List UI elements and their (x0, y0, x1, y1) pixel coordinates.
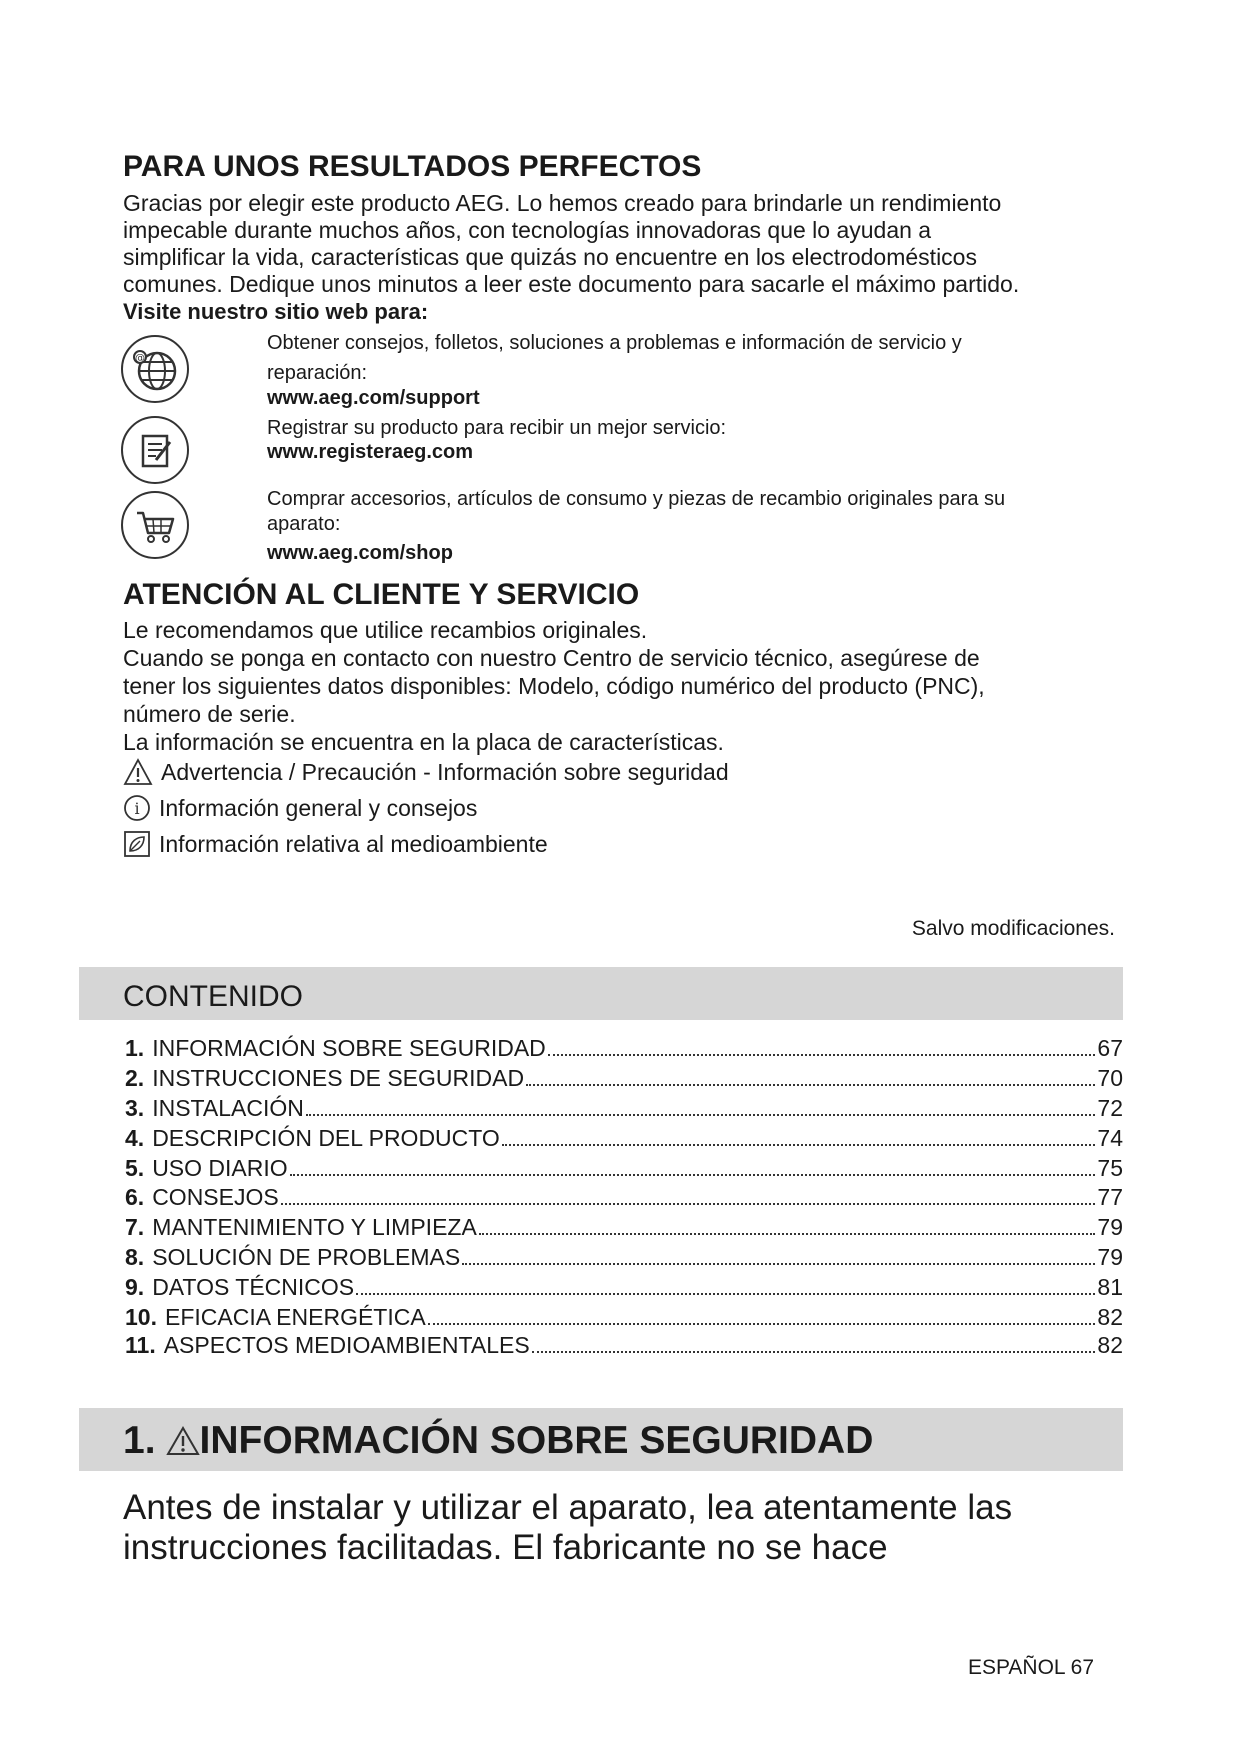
toc-page: 72 (1097, 1095, 1123, 1121)
customer-line-3: tener los siguientes datos disponibles: Modelo, código numérico del producto (PNC), (123, 673, 985, 699)
svg-text:@: @ (135, 353, 145, 364)
customer-line-4: número de serie. (123, 701, 296, 727)
toc-num: 5. (125, 1155, 145, 1181)
legend-warning (123, 758, 729, 786)
toc-label: SOLUCIÓN DE PROBLEMAS (152, 1244, 461, 1270)
cart-icon (121, 491, 189, 559)
toc-page: 67 (1097, 1035, 1123, 1061)
contents-title: CONTENIDO (123, 980, 303, 1013)
warning-icon (123, 758, 153, 786)
intro-line-2: impecable durante muchos años, con tecnologías innovadoras que lo ayudan a (123, 217, 932, 243)
legend-environment-text: Información relativa al medioambiente (159, 830, 548, 857)
toc-label: MANTENIMIENTO Y LIMPIEZA (152, 1214, 477, 1240)
toc-num: 9. (125, 1274, 145, 1300)
toc-item[interactable] (125, 1064, 1123, 1092)
visit-label: Visite nuestro sitio web para: (123, 299, 429, 324)
intro-line-4: comunes. Dedique unos minutos a leer este documento para sacarle el máximo partido. (123, 271, 1020, 297)
service-1-line1: Obtener consejos, folletos, soluciones a problemas e información de servicio y (267, 332, 962, 354)
section-title (123, 1419, 873, 1463)
toc-item[interactable] (125, 1303, 1123, 1331)
legend-info (123, 794, 477, 822)
globe-icon (121, 335, 189, 403)
toc-label: EFICACIA ENERGÉTICA (164, 1304, 426, 1330)
info-icon (123, 794, 151, 822)
service-3-url[interactable]: www.aeg.com/shop (267, 542, 453, 564)
section-title-text: INFORMACIÓN SOBRE SEGURIDAD (199, 1419, 874, 1462)
toc-num: 10. (125, 1304, 157, 1330)
toc-item[interactable] (125, 1034, 1123, 1062)
toc-num: 7. (125, 1214, 145, 1240)
legend-warning-text: Advertencia / Precaución - Información sobre seguridad (161, 758, 729, 785)
legend-environment (123, 830, 548, 858)
toc-item[interactable] (125, 1124, 1123, 1152)
toc-page: 75 (1097, 1155, 1123, 1181)
toc-label: DESCRIPCIÓN DEL PRODUCTO (152, 1125, 500, 1151)
toc-item[interactable] (125, 1183, 1123, 1211)
toc-label: INSTRUCCIONES DE SEGURIDAD (152, 1065, 525, 1091)
toc-num: 4. (125, 1125, 145, 1151)
page-footer: ESPAÑOL 67 (967, 1656, 1094, 1679)
toc-page: 82 (1097, 1304, 1123, 1330)
toc-num: 1. (125, 1035, 145, 1061)
toc-num: 3. (125, 1095, 145, 1121)
toc-item[interactable] (125, 1331, 1123, 1359)
toc-page: 77 (1097, 1184, 1123, 1210)
customer-line-1: Le recomendamos que utilice recambios originales. (123, 617, 648, 643)
toc-item[interactable] (125, 1273, 1123, 1301)
warning-icon (166, 1425, 200, 1457)
toc-page: 79 (1097, 1244, 1123, 1270)
section-intro-line-2: instrucciones facilitadas. El fabricante no se hace (123, 1528, 888, 1567)
section-number: 1. (123, 1419, 156, 1462)
toc-page: 74 (1097, 1125, 1123, 1151)
service-1-line2: reparación: (267, 362, 368, 384)
toc-label: INSTALACIÓN (152, 1095, 304, 1121)
section-intro-line-1: Antes de instalar y utilizar el aparato, lea atentamente las (123, 1488, 1013, 1527)
customer-title: ATENCIÓN AL CLIENTE Y SERVICIO (123, 578, 640, 611)
service-3-line1: Comprar accesorios, artículos de consumo y piezas de recambio originales para su (267, 488, 1006, 510)
legend-info-text: Información general y consejos (159, 794, 478, 821)
customer-line-2: Cuando se ponga en contacto con nuestro Centro de servicio técnico, asegúrese de (123, 645, 980, 671)
service-3-line2: aparato: (267, 513, 341, 535)
service-2-url[interactable]: www.registeraeg.com (267, 441, 473, 463)
toc-item[interactable] (125, 1094, 1123, 1122)
toc-item[interactable] (125, 1213, 1123, 1241)
intro-title: PARA UNOS RESULTADOS PERFECTOS (123, 150, 702, 183)
register-icon (121, 416, 189, 484)
leaf-icon (123, 830, 151, 858)
intro-line-1: Gracias por elegir este producto AEG. Lo hemos creado para brindarle un rendimiento (123, 190, 1002, 216)
toc-label: INFORMACIÓN SOBRE SEGURIDAD (152, 1035, 546, 1061)
service-1-url[interactable]: www.aeg.com/support (267, 387, 480, 409)
toc-label: DATOS TÉCNICOS (152, 1274, 355, 1300)
toc-item[interactable] (125, 1243, 1123, 1271)
toc-num: 6. (125, 1184, 145, 1210)
toc-page: 81 (1097, 1274, 1123, 1300)
toc-num: 11. (125, 1332, 156, 1358)
service-2-line1: Registrar su producto para recibir un mejor servicio: (267, 417, 727, 439)
toc-page: 79 (1097, 1214, 1123, 1240)
toc-item[interactable] (125, 1154, 1123, 1182)
toc-label: CONSEJOS (152, 1184, 279, 1210)
customer-line-5: La información se encuentra en la placa de características. (123, 729, 724, 755)
toc-page: 82 (1097, 1332, 1123, 1358)
changes-note: Salvo modificaciones. (911, 917, 1115, 940)
toc-num: 8. (125, 1244, 145, 1270)
toc-page: 70 (1097, 1065, 1123, 1091)
toc-label: USO DIARIO (152, 1155, 288, 1181)
toc-label: ASPECTOS MEDIOAMBIENTALES (163, 1332, 530, 1358)
intro-line-3: simplificar la vida, características que quizás no encuentre en los electrodomésticos (123, 244, 977, 270)
svg-text:i: i (134, 799, 140, 818)
toc-num: 2. (125, 1065, 145, 1091)
